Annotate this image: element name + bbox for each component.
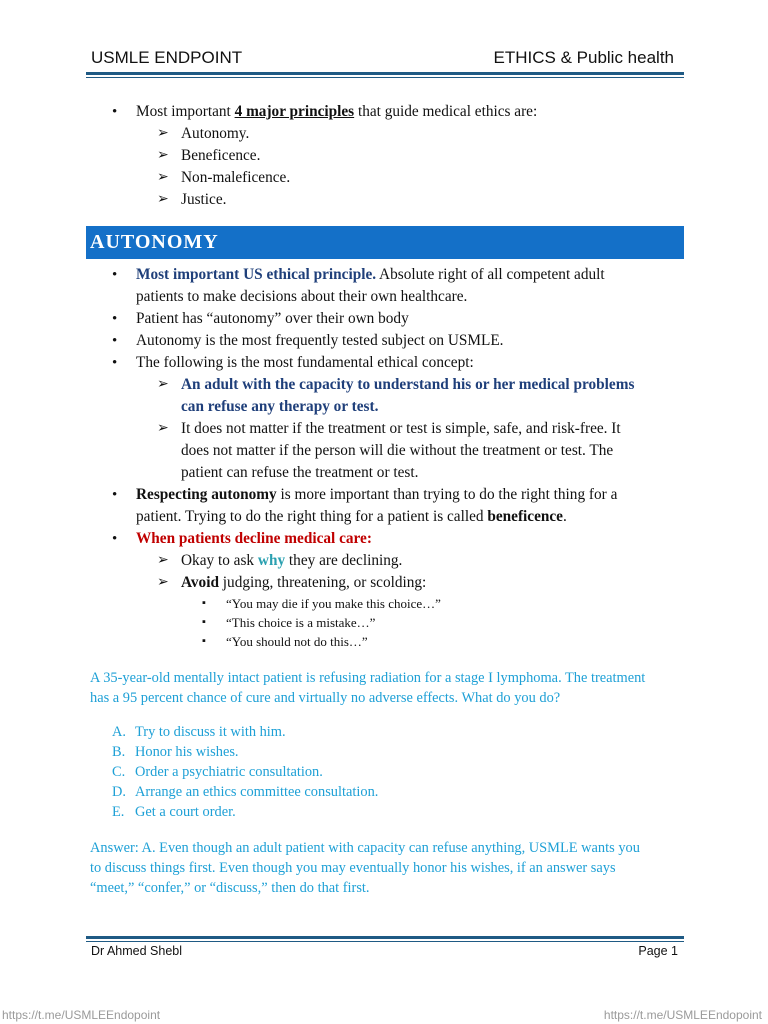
option-text: Arrange an ethics committee consultation. [135,784,379,800]
answer-line3: “meet,” “confer,” or “discuss,” then do that first. [90,880,370,896]
footer-author: Dr Ahmed Shebl [91,944,183,958]
bullet-decline-heading: When patients decline medical care: [136,530,372,547]
question-stem [90,668,680,708]
section-banner [86,226,684,259]
answer-explanation [90,838,680,898]
bullet-principle [86,264,686,308]
bullet-principle-text: Absolute right of all competent adult [376,266,605,283]
question-stem-line2: has a 95 percent chance of cure and virtually no adverse effects. What do you do? [90,690,561,706]
option-text: Get a court order. [135,804,236,820]
option-key: A. [112,724,126,740]
bullet-respecting-text: is more important than trying to do the right thing for a [276,486,618,503]
watermark-right: https://t.me/USMLEEndopoint [603,1008,762,1022]
principles-bullet [86,101,686,123]
principle-item: ➢ Non-maleficence. [86,167,686,189]
bullet-respecting-bold: Respecting autonomy [136,486,277,503]
footer-rule-thin [86,941,684,942]
option-d [90,782,680,802]
arrow-refuse [86,418,686,484]
option-text: Order a psychiatric consultation. [135,764,323,780]
header-right-title: ETHICS & Public health [493,48,674,67]
principle-item: ➢ Beneficence. [86,145,686,167]
bullet-decline [86,528,686,550]
option-e [90,802,680,822]
principle-item: ➢ Justice. [86,189,686,211]
arrow-capacity [86,374,686,418]
bullet-tested: • Autonomy is the most frequently tested subject on USMLE. [86,330,686,352]
option-b [90,742,680,762]
autonomy-content [86,264,686,651]
principles-list [86,101,686,211]
option-text: Honor his wishes. [135,744,239,760]
header-rule [86,72,684,75]
ask-why-post: they are declining. [285,552,403,569]
quote-item: ▪ “You may die if you make this choice…” [86,594,686,613]
header-left-title: USMLE ENDPOINT [91,48,243,67]
bullet-principle-bold: Most important US ethical principle. [136,266,377,283]
arrow-refuse-line1: It does not matter if the treatment or test is simple, safe, and risk-free. It [181,420,621,437]
avoid-text: judging, threatening, or scolding: [218,574,427,591]
quote-item: ▪ “You should not do this…” [86,632,686,651]
section-title: AUTONOMY [90,231,219,253]
header-rule-thin [86,77,684,78]
principle-item: ➢ Autonomy. [86,123,686,145]
answer-options [90,722,680,822]
option-a [90,722,680,742]
option-c [90,762,680,782]
quote-item: ▪ “This choice is a mistake…” [86,613,686,632]
arrow-capacity-line1: An adult with the capacity to understand his or her medical problems [181,376,635,393]
footer-page-number: Page 1 [638,944,678,958]
bullet-fundamental: • The following is the most fundamental ethical concept: [86,352,686,374]
option-text: Try to discuss it with him. [135,724,286,740]
ask-why-emphasis: why [257,552,286,569]
beneficence-term: beneficence [487,508,563,525]
option-key: D. [112,784,126,800]
question-stem-line1: A 35-year-old mentally intact patient is refusing radiation for a stage I lymphoma. The treatment [90,670,646,686]
footer-rule [86,936,684,939]
arrow-refuse-line2: does not matter if the person will die without the treatment or test. The [181,442,614,459]
option-key: B. [112,744,126,760]
arrow-capacity-line2: can refuse any therapy or test. [181,398,379,415]
watermark-left: https://t.me/USMLEEndopoint [2,1008,161,1022]
option-key: C. [112,764,126,780]
answer-line2: to discuss things first. Even though you may eventually honor his wishes, if an answer says [90,860,616,876]
avoid-bold: Avoid [181,574,219,591]
ask-why-pre: Okay to ask [181,552,258,569]
arrow-avoid [86,572,686,594]
page-header [90,48,678,70]
principles-emphasis: 4 major principles [234,103,355,120]
bullet-respecting-end: . [562,508,567,525]
arrow-refuse-line3: patient can refuse the treatment or test. [181,464,419,481]
answer-line1: Answer: A. Even though an adult patient with capacity can refuse anything, USMLE wants you [90,840,640,856]
bullet-respecting [86,484,686,528]
principles-text-before: Most important [136,103,235,120]
bullet-body: • Patient has “autonomy” over their own body [86,308,686,330]
arrow-ask-why [86,550,686,572]
bullet-principle-text-2: patients to make decisions about their own healthcare. [136,288,468,305]
option-key: E. [112,804,125,820]
bullet-respecting-text-2: patient. Trying to do the right thing for a patient is called [136,508,488,525]
principles-text-after: that guide medical ethics are: [354,103,538,120]
